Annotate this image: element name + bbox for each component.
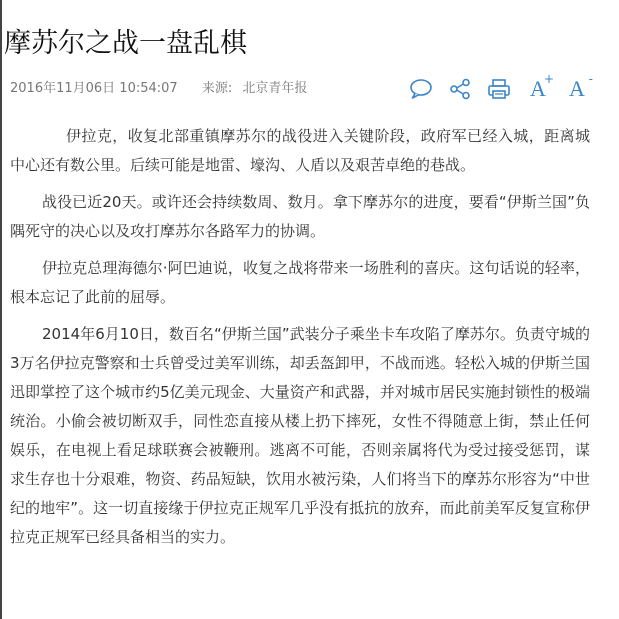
- article-body: [10, 122, 590, 560]
- source-label: 来源:: [201, 81, 233, 96]
- print-button[interactable]: [487, 77, 511, 101]
- source-name: 北京青年报: [242, 81, 308, 96]
- comment-icon: [409, 78, 433, 100]
- page-left-border: [0, 0, 2, 619]
- font-decrease-icon: A: [569, 76, 585, 101]
- font-increase-icon: A: [530, 76, 546, 101]
- comment-button[interactable]: [409, 77, 433, 101]
- minus-sign: -: [588, 72, 593, 86]
- font-increase-button[interactable]: [526, 72, 554, 101]
- share-button[interactable]: [448, 77, 472, 101]
- publish-date: 2016年11月06日 10:54:07: [10, 81, 178, 96]
- paragraph: 战役已近20天。或许还会持续数周、数月。拿下摩苏尔的进度，要看“伊斯兰国”负隅死守的决心以及攻打摩苏尔各路军力的协调。: [10, 193, 590, 240]
- article-toolbar: [409, 72, 593, 103]
- paragraph: 伊拉克总理海德尔·阿巴迪说，收复之战将带来一场胜利的喜庆。这句话说的轻率，根本忘记了此前的屈辱。: [10, 259, 590, 306]
- plus-sign: +: [543, 72, 554, 86]
- paragraph: 伊拉克，收复北部重镇摩苏尔的战役进入关键阶段，政府军已经入城，距离城中心还有数公里。后续可能是地雷、壕沟、人盾以及艰苦卓绝的巷战。: [10, 127, 590, 174]
- font-decrease-button[interactable]: [565, 72, 593, 101]
- article-title: 摩苏尔之战一盘乱棋: [4, 28, 247, 59]
- print-icon: [487, 78, 511, 100]
- paragraph: 2014年6月10日，数百名“伊斯兰国”武装分子乘坐卡车攻陷了摩苏尔。负责守城的3万名伊拉克警察和士兵曾受过美军训练，却丢盔卸甲，不战而逃。轻松入城的伊斯兰国迅即掌控了这个城市约5亿美元现金、大量资产和武器，并对城市居民实施封锁性的极端统治。小偷会被切断双手，同性恋直接从楼上扔下摔死，女性不得随意上街，禁止任何娱乐，在电视上看足球联赛会被鞭刑。逃离不可能，否则亲属将代为受过接受惩罚，谋求生存也十分艰难，物资、药品短缺，饮用水被污染，人们将当下的摩苏尔形容为“中世纪的地牢”。这一切直接缘于伊拉克正规军几乎没有抵抗的放弃，而此前美军反复宣称伊拉克正规军已经具备相当的实力。: [10, 325, 590, 546]
- share-icon: [449, 78, 471, 100]
- article-meta: [10, 80, 307, 98]
